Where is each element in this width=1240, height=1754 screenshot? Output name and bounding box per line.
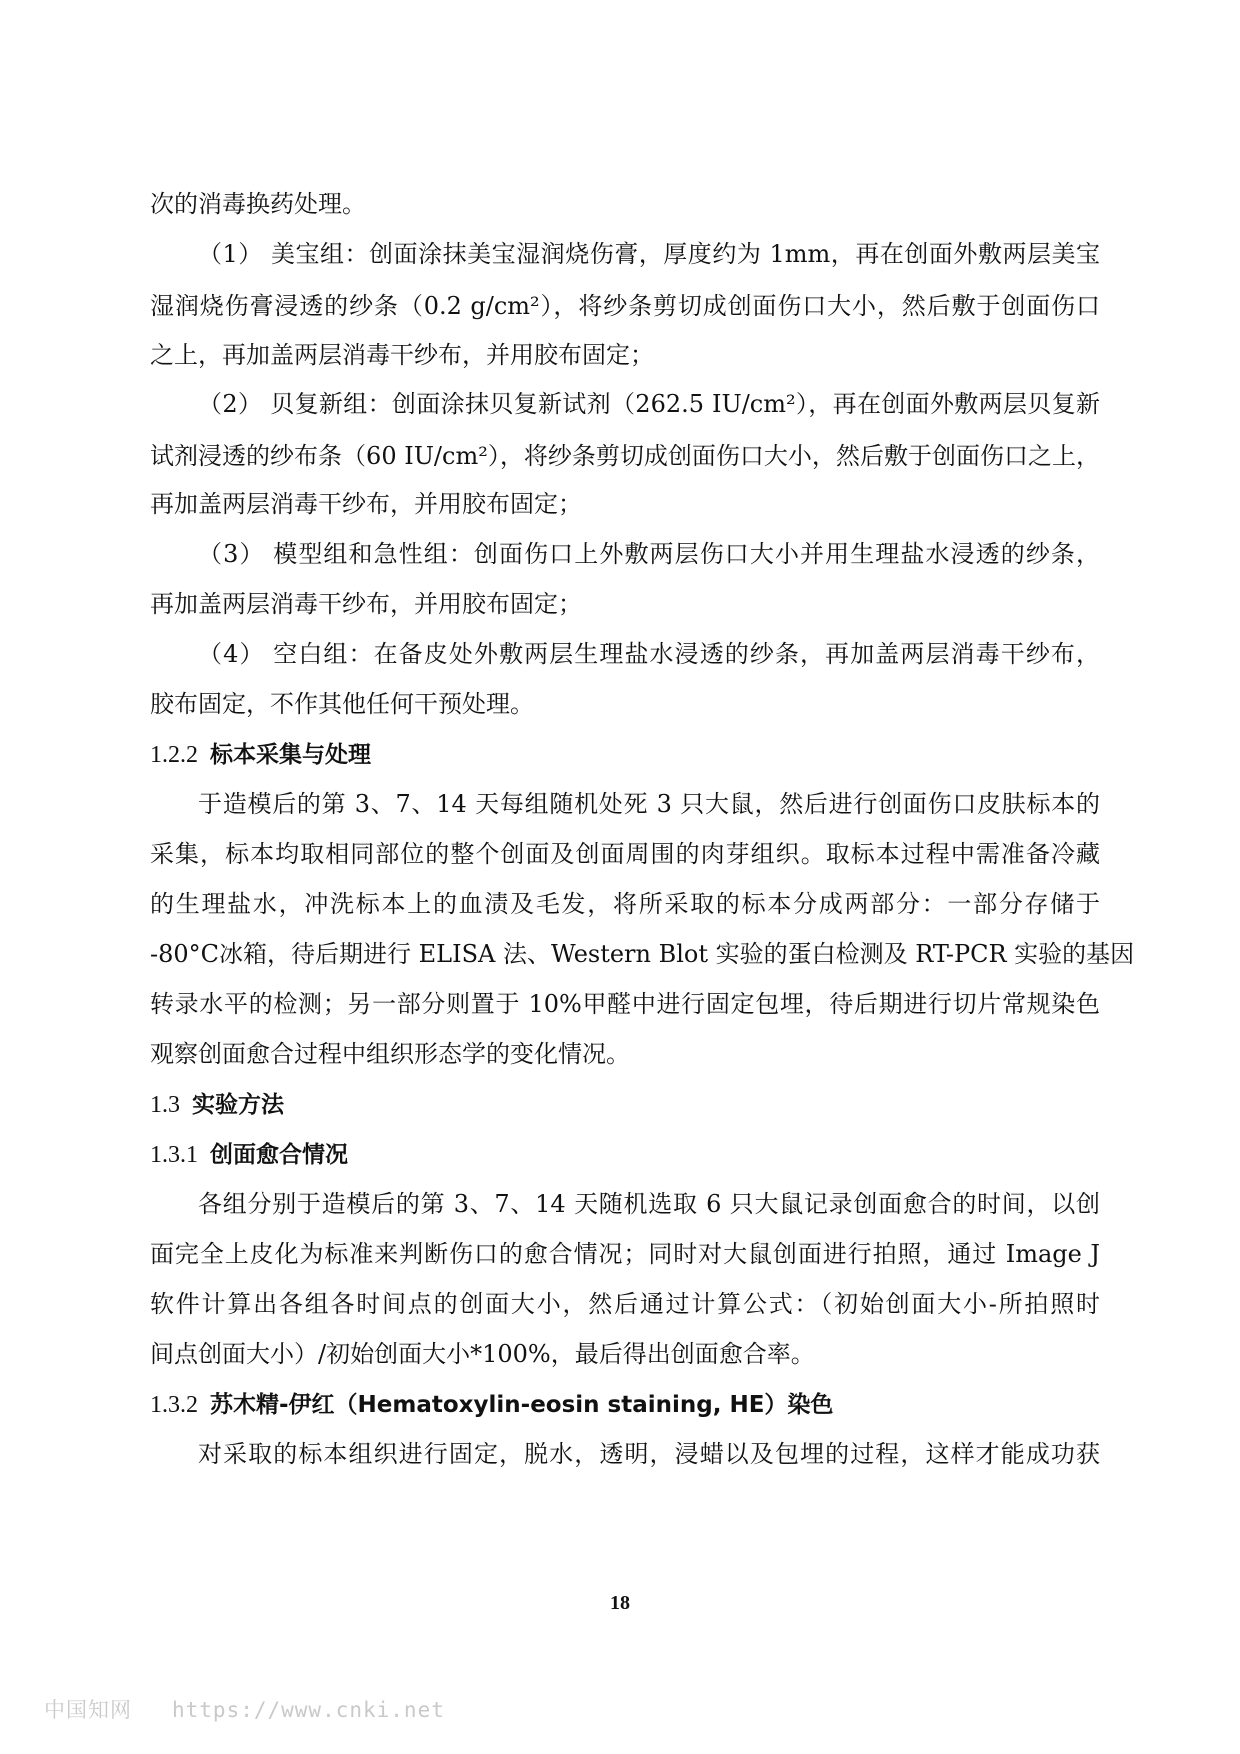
paragraph-line: 于造模后的第 3、7、14 天每组随机处死 3 只大鼠，然后进行创面伤口皮肤标本的 xyxy=(198,790,1100,818)
paragraph-line: 湿润烧伤膏浸透的纱条（0.2 g/cm²），将纱条剪切成创面伤口大小，然后敷于创面伤口 xyxy=(150,292,1100,320)
paragraph-line: （1） 美宝组：创面涂抹美宝湿润烧伤膏，厚度约为 1mm，再在创面外敷两层美宝 xyxy=(198,240,1100,268)
paragraph-line: 的生理盐水，冲洗标本上的血渍及毛发，将所采取的标本分成两部分：一部分存储于 xyxy=(150,890,1100,918)
section-title: 实验方法 xyxy=(192,1092,284,1118)
section-heading xyxy=(150,1138,348,1171)
section-title: 标本采集与处理 xyxy=(210,742,371,768)
cnki-watermark xyxy=(44,1694,445,1724)
paragraph-line: 再加盖两层消毒干纱布，并用胶布固定； xyxy=(150,490,582,518)
section-title: 苏木精-伊红（Hematoxylin-eosin staining, HE）染色 xyxy=(210,1392,834,1418)
paragraph-line: （4） 空白组：在备皮处外敷两层生理盐水浸透的纱条，再加盖两层消毒干纱布， xyxy=(198,640,1100,668)
section-title: 创面愈合情况 xyxy=(210,1142,348,1168)
paragraph-line: 面完全上皮化为标准来判断伤口的愈合情况；同时对大鼠创面进行拍照，通过 Image J xyxy=(150,1240,1100,1268)
paragraph-line: 试剂浸透的纱布条（60 IU/cm²），将纱条剪切成创面伤口大小，然后敷于创面伤口之上， xyxy=(150,442,1100,470)
paragraph-line: （2） 贝复新组：创面涂抹贝复新试剂（262.5 IU/cm²），再在创面外敷两层贝复新 xyxy=(198,390,1100,418)
paragraph-line: 次的消毒换药处理。 xyxy=(150,190,366,218)
page-number: 18 xyxy=(610,1592,630,1614)
watermark-logo-text: 中国知网 xyxy=(44,1698,132,1722)
paragraph-line: （3） 模型组和急性组：创面伤口上外敷两层伤口大小并用生理盐水浸透的纱条， xyxy=(198,540,1100,568)
paragraph-line: 之上，再加盖两层消毒干纱布，并用胶布固定； xyxy=(150,341,654,369)
section-number: 1.2.2 xyxy=(150,742,198,768)
section-heading xyxy=(150,1088,284,1121)
paragraph-line: 转录水平的检测；另一部分则置于 10%甲醛中进行固定包埋，待后期进行切片常规染色 xyxy=(150,990,1100,1018)
paragraph-line: 对采取的标本组织进行固定，脱水，透明，浸蜡以及包埋的过程，这样才能成功获 xyxy=(198,1440,1100,1468)
paragraph-line: 间点创面大小）/初始创面大小*100%，最后得出创面愈合率。 xyxy=(150,1340,815,1368)
paragraph-line: 各组分别于造模后的第 3、7、14 天随机选取 6 只大鼠记录创面愈合的时间，以创 xyxy=(198,1190,1100,1218)
section-number: 1.3.2 xyxy=(150,1392,198,1418)
section-number: 1.3.1 xyxy=(150,1142,198,1168)
section-heading xyxy=(150,1388,833,1421)
paragraph-line: 采集，标本均取相同部位的整个创面及创面周围的肉芽组织。取标本过程中需准备冷藏 xyxy=(150,840,1100,868)
paragraph-line: -80°C冰箱，待后期进行 ELISA 法、Western Blot 实验的蛋白检测及 RT-PCR 实验的基因 xyxy=(150,940,1135,968)
paragraph-line: 软件计算出各组各时间点的创面大小，然后通过计算公式：（初始创面大小-所拍照时 xyxy=(150,1290,1100,1318)
paragraph-line: 再加盖两层消毒干纱布，并用胶布固定； xyxy=(150,590,582,618)
section-heading xyxy=(150,738,371,771)
section-number: 1.3 xyxy=(150,1092,180,1118)
paragraph-line: 观察创面愈合过程中组织形态学的变化情况。 xyxy=(150,1040,630,1068)
watermark-url: https://www.cnki.net xyxy=(172,1698,445,1722)
paragraph-line: 胶布固定，不作其他任何干预处理。 xyxy=(150,690,534,718)
